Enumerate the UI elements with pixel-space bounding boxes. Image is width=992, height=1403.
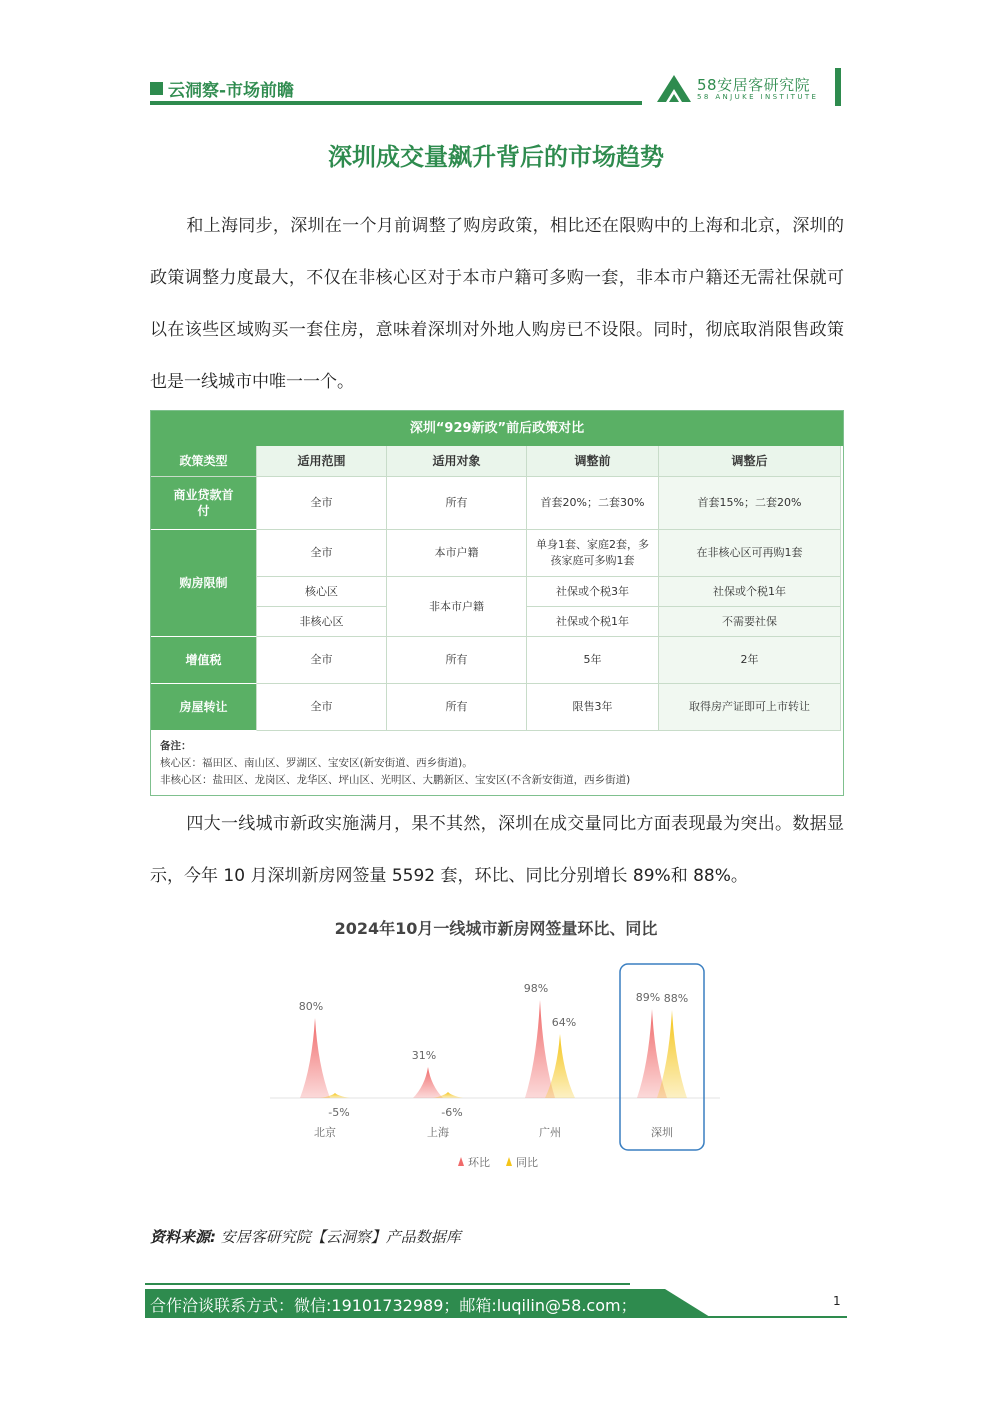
row-label-transfer: 房屋转让 <box>151 684 257 731</box>
header-cell: 适用范围 <box>257 446 387 477</box>
header-cell: 调整前 <box>527 446 659 477</box>
bar-广州-tongbi <box>545 1034 575 1098</box>
footer-thin-rule <box>145 1283 630 1285</box>
source-note <box>150 1226 461 1247</box>
data-label-上海-huanbi: 31% <box>411 1049 437 1062</box>
table-notes <box>151 731 843 795</box>
bar-深圳-tongbi <box>657 1010 687 1098</box>
bar-北京-huanbi <box>300 1018 330 1098</box>
table-cell: 全市 <box>257 477 387 530</box>
table-cell: 非本市户籍 <box>387 577 527 637</box>
table-cell: 首套15%；二套20% <box>659 477 841 530</box>
table-cell: 所有 <box>387 637 527 684</box>
section-title: 云洞察-市场前瞻 <box>168 81 295 101</box>
bar-上海-huanbi <box>413 1067 443 1098</box>
legend-label-tongbi: 同比 <box>516 1156 538 1169</box>
paragraph-2 <box>150 798 844 902</box>
header-cell: 适用对象 <box>387 446 527 477</box>
row-label-limit: 购房限制 <box>151 530 257 637</box>
logo-name: 58安居客研究院 <box>697 76 811 94</box>
source-text: 安居客研究院【云洞察】产品数据库 <box>220 1228 461 1246</box>
legend-label-huanbi: 环比 <box>468 1156 490 1169</box>
table-cell: 取得房产证即可上市转让 <box>659 684 841 731</box>
notes-noncore: 非核心区：盐田区、龙岗区、龙华区、坪山区、光明区、大鹏新区、宝安区(不含新安街道，西乡街道) <box>160 774 631 786</box>
table-cell: 5年 <box>527 637 659 684</box>
chart-title: 2024年10月一线城市新房网签量环比、同比 <box>334 919 658 938</box>
table-cell: 核心区 <box>257 577 387 607</box>
notes-core: 核心区：福田区、南山区、罗湖区、宝安区(新安街道、西乡街道)。 <box>160 757 473 769</box>
header-side-bar <box>835 68 841 106</box>
chart <box>150 910 842 1180</box>
header-square <box>150 82 163 95</box>
paragraph-2-text: 四大一线城市新政实施满月，果不其然，深圳在成交量同比方面表现最为突出。数据显示，今年 10 月深圳新房网签量 5592 套，环比、同比分别增长 89%和 88%。 <box>150 814 844 886</box>
legend-marker-tongbi <box>506 1157 512 1166</box>
footer-contact: 合作洽谈联系方式：微信:19101732989；邮箱:luqilin@58.com； <box>150 1296 637 1315</box>
highlight-box <box>620 964 704 1150</box>
header-cell: 政策类型 <box>151 446 257 477</box>
page-number: 1 <box>833 1294 841 1308</box>
table-cell: 首套20%；二套30% <box>527 477 659 530</box>
document-title: 深圳成交量飙升背后的市场趋势 <box>328 143 664 171</box>
logo-subtitle: 58 ANJUKE INSTITUTE <box>697 93 819 101</box>
logo-icon <box>655 72 693 104</box>
data-label-深圳-tongbi: 88% <box>663 992 689 1005</box>
paragraph-1-text: 和上海同步，深圳在一个月前调整了购房政策，相比还在限购中的上海和北京，深圳的政策调整力度最大，不仅在非核心区对于本市户籍可多购一套，非本市户籍还无需社保就可以在该些区域购买一套住房，意味着深圳对外地人购房已不设限。同时，彻底取消限售政策也是一线城市中唯一一个。 <box>150 216 844 392</box>
legend-marker-huanbi <box>458 1157 464 1166</box>
notes-label: 备注： <box>160 740 192 752</box>
category-label-北京: 北京 <box>314 1126 336 1139</box>
table-cell: 不需要社保 <box>659 607 841 637</box>
data-label-广州-huanbi: 98% <box>523 982 549 995</box>
data-label-上海-tongbi: -6% <box>441 1106 463 1119</box>
table-cell: 本市户籍 <box>387 530 527 577</box>
bar-广州-huanbi <box>525 1000 555 1098</box>
paragraph-1 <box>150 200 844 408</box>
data-label-北京-tongbi: -5% <box>328 1106 350 1119</box>
table-cell: 限售3年 <box>527 684 659 731</box>
row-label-loan <box>151 477 257 530</box>
category-label-深圳: 深圳 <box>651 1126 673 1139</box>
table-cell <box>527 530 659 577</box>
table-cell: 2年 <box>659 637 841 684</box>
row-label-vat: 增值税 <box>151 637 257 684</box>
footer-rule <box>145 1316 847 1318</box>
header-rule <box>150 101 642 105</box>
table-cell: 全市 <box>257 637 387 684</box>
table-cell: 社保或个税1年 <box>659 577 841 607</box>
table-grid <box>151 446 843 731</box>
table-cell: 社保或个税3年 <box>527 577 659 607</box>
table-cell: 社保或个税1年 <box>527 607 659 637</box>
category-label-广州: 广州 <box>539 1126 561 1139</box>
data-label-北京-huanbi: 80% <box>298 1000 324 1013</box>
table-cell: 在非核心区可再购1套 <box>659 530 841 577</box>
cell-text: 单身1套、家庭2套，多孩家庭可多购1套 <box>536 538 649 567</box>
data-label-深圳-huanbi: 89% <box>635 991 661 1004</box>
table-cell: 全市 <box>257 684 387 731</box>
cell-text: 商业贷款首付 <box>173 488 234 518</box>
data-label-广州-tongbi: 64% <box>551 1016 577 1029</box>
header-cell: 调整后 <box>659 446 841 477</box>
category-label-上海: 上海 <box>427 1126 449 1139</box>
table-title: 深圳“929新政”前后政策对比 <box>151 411 843 446</box>
table-cell: 全市 <box>257 530 387 577</box>
table-cell: 所有 <box>387 477 527 530</box>
policy-comparison-table <box>150 410 844 796</box>
source-label: 资料来源: <box>150 1228 216 1246</box>
table-cell: 非核心区 <box>257 607 387 637</box>
table-cell: 所有 <box>387 684 527 731</box>
